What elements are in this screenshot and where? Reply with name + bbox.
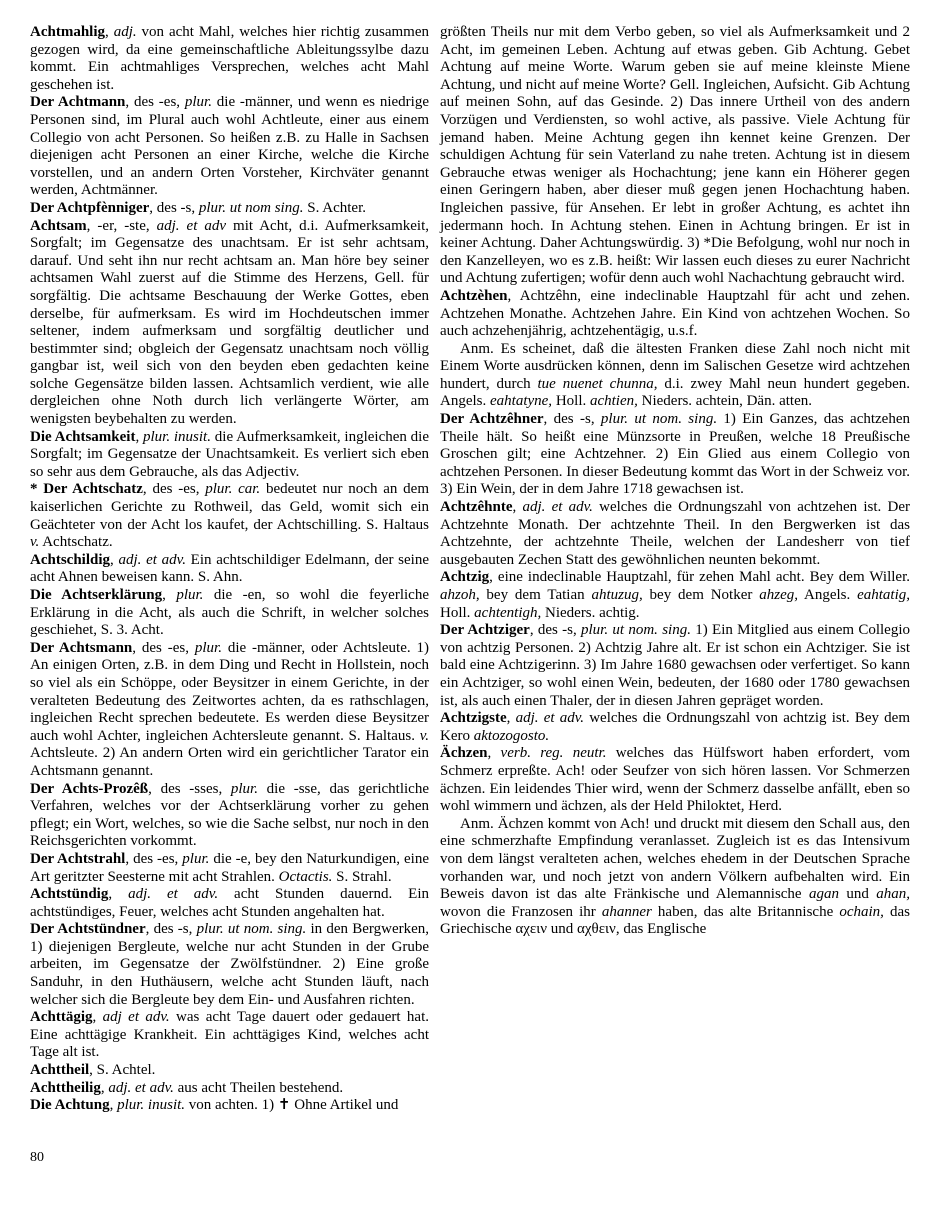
- entry-text: adj. et adv.: [128, 886, 219, 903]
- entry-text: Holl.: [552, 393, 590, 410]
- entry-achtmahlig: [30, 24, 429, 94]
- headword: Der Achtstrahl: [30, 850, 126, 867]
- headword: Der Achtstündner: [30, 921, 146, 938]
- entry-text: plur.: [230, 780, 258, 797]
- entry-text: aus acht Theilen bestehend.: [173, 1079, 344, 1096]
- entry-text: und: [838, 886, 877, 903]
- entry-text: Angels.: [797, 587, 858, 603]
- entry-text: größten Theils nur mit dem Verbo geben, so viel als Aufmerksamkeit und 2 Acht, im gemeinen Leben. Achtung auf etwas geben. Gib Achtung. Gebet Achtung auf meine Worte. Warum geben sie auf meine kleinste Miene Achtung, und nicht auf meine Worte? Gell. Ingleichen, Aufsicht. Gib Achtung auf meinen Sohn, auf das Gesinde. 2) Das innere Urtheil von des andern Vorzügen und Verdiensten, so wohl active, als passive. Viele Achtung für jemand haben. Meine Achtung gegen ihn kennet keine Grenzen. Der schuldigen Achtung für sein Vaterland zu nahe treten. Achtung ist in diesem Gebrauche etwas weniger als Hochachtung; jene kann ein Höherer gegen einen Geringern haben, aber dieser muß gegen jenen Hochachtung haben. Ingleichen passive, für Ansehen. Er lebt in großer Achtung, es achtet ihn jedermann hoch. In Achtung stehen. Einen in Achtung bringen. Er ist in keiner Achtung. Daher Achtungswürdig. 3) *Die Befolgung, wohl nur noch in den Kanzelleyen, wo es z.B. heißt: Wir lassen euch dieses zu eurer Nachricht und Achtung zufertigen; wofür denn auch wohl Nachachtung gebraucht wird.: [440, 24, 910, 287]
- entry-text: ahanner: [601, 903, 652, 920]
- entry-text: von acht Mahl, welches hier richtig zusammen gezogen wird, da eine gemeinschaftliche Ableitungssylbe dazu kommt. Ein achtmahliges Versprechen, welches acht Mahl geschehen ist.: [30, 24, 429, 93]
- entry-text: d.i. zwey Mahl neun hundert gegeben. Angels.: [440, 375, 910, 410]
- entry-achtpfenniger: [30, 200, 429, 218]
- entry-text: haben, das alte Britannische: [651, 903, 840, 920]
- headword: Achtzèhen: [440, 287, 508, 304]
- entry-text: welches die Ordnungszahl von achtzehen ist. Der Achtzehnte Monath. Der achtzehnte Theil. In den Bergwerken ist das Achtzehnte, der achtzehnte Theile, welchen der Landesherr von tief ausgebauten Zechen Statt des gewöhnlichen neunten bekommt.: [440, 499, 910, 568]
- entry-text: das Griechische αχειν und αχθειν, das Englische: [440, 903, 911, 938]
- entry-text: verb. reg. neutr.: [500, 745, 607, 762]
- entry-text: ,: [109, 1097, 118, 1114]
- entry-achtsam: [30, 218, 429, 429]
- entry-text: , des -es,: [142, 481, 206, 498]
- headword: Die Achtsamkeit: [30, 428, 136, 445]
- right-column: [440, 24, 910, 1115]
- entry-achts-prozess: [30, 781, 429, 851]
- entry-text: Achtsleute. 2) An andern Orten wird ein gerichtlicher Tarator ein Achtsmann genannt.: [30, 745, 429, 779]
- entry-text: plur. ut nom. sing.: [581, 622, 691, 639]
- entry-text: plur. ut nom sing.: [198, 199, 304, 216]
- entry-text: Octactis.: [278, 868, 333, 885]
- entry-achtzehnte: [440, 499, 910, 569]
- entry-text: ,: [506, 710, 516, 727]
- entry-achtzigste: [440, 710, 910, 745]
- entry-achtsmann: [30, 640, 429, 781]
- entry-text: v.: [419, 727, 429, 744]
- entry-text: welches das Hülfswort haben erfordert, vom Schmerz erpreßte. Ach! oder Seufzer von sich hören lassen. Vor Schmerzen ächzen. Ein leidendes Thier wird, wenn der Schmerz dasselbe anfällt, eben so wohl wimmern und ächzen, als der Held Philoktet, Herd.: [440, 745, 911, 815]
- entry-text: , des -s,: [149, 199, 199, 216]
- entry-text: agan: [808, 886, 839, 903]
- entry-text: , eine indeclinable Hauptzahl, für zehen Mahl acht. Bey dem Willer.: [489, 569, 910, 586]
- entry-text: Anm. Ächzen kommt von Ach! und druckt mit diesem den Schall aus, den eine schmerzhafte Empfindung veranlasset. Zugleich ist es das Intensivum von dem längst veralteten achen, welches ehedem in der Deutschen Sprache vorhanden war, und noch jetzt von andern Völkern aufbehalten wird. Ein Beweis davon ist das alte Fränkische und Alemannische: [440, 815, 910, 903]
- entry-achttaegig: [30, 1009, 429, 1062]
- entry-text: ,: [110, 551, 119, 568]
- entry-text: achtien,: [589, 393, 638, 410]
- entry-text: ,: [512, 499, 523, 516]
- entry-text: eahtatig,: [857, 587, 911, 603]
- headword: Der Achtsmann: [30, 639, 133, 656]
- entry-text: 1) Ein Mitglied aus einem Collegio von achtzig Personen. 2) Achtzig Jahre alt. Er ist schon ein Achtziger. Sie ist bald eine Achtzigerinn. 3) Im Jahre 1680 gewachsen oder verfertiget. So kann ein Achtziger, so wohl einen Wein, bedeuten, der 1680 oder 1780 gewachsen ist, als auch einen Thaler, der in diesen Jahren gepräget worden.: [440, 622, 910, 709]
- entry-achtserklaerung: [30, 587, 429, 640]
- entry-text: plur.: [176, 587, 204, 603]
- entry-text: , -er, -ste,: [86, 217, 157, 234]
- headword: Achtmahlig: [30, 24, 105, 40]
- entry-text: achtentigh,: [474, 604, 542, 621]
- entry-text: ,: [108, 886, 129, 903]
- entry-text: Holl.: [440, 604, 475, 621]
- entry-text: eahtatyne,: [490, 393, 553, 410]
- entry-text: die -en, so wohl die feyerliche Erklärung in die Acht, als auch die Schrift, in welcher solches geschiehet, S. 3. Acht.: [30, 587, 429, 639]
- entry-text: die -männer, oder Achtsleute. 1) An einigen Orten, z.B. in dem Ding und Recht in Hollstein, noch so viel als ein Schöppe, oder Beysitzer in einem Gerichte, in der veralteten Bedeutung des Zeitwortes achten, da es rathschlagen, ingleichen Recht sprechen bedeutete. Es werden diese Beysitzer auch wohl Achter, ingleichen Achtersleute genannt. S. Haltaus.: [30, 639, 429, 744]
- entry-text: ahzoh,: [440, 587, 480, 603]
- entry-text: ,: [100, 1079, 109, 1096]
- entry-text: die -sse, das gerichtliche Verfahren, welches vor der Achtserklärung vorher zu gehen pflegt; ein Wort, welches, so wie die Sache selbst, nur noch in den Reichsgerichten vorkommt.: [30, 780, 429, 850]
- entry-text: Ein achtschildiger Edelmann, der seine acht Ahnen beweisen kann. S. Ahn.: [30, 551, 430, 586]
- entry-text: , des -sses,: [148, 780, 231, 797]
- entry-achtstuendner: [30, 921, 429, 1009]
- entry-text: welches die Ordnungszahl von achtzig ist. Bey dem Kero: [440, 710, 910, 744]
- entry-text: ,: [105, 24, 114, 40]
- entry-text: Achtschatz.: [39, 534, 113, 551]
- entry-text: ,: [487, 745, 501, 762]
- headword: Der Achtmann: [30, 94, 126, 111]
- headword: Achtsam: [30, 217, 87, 234]
- headword: Achtschildig: [30, 551, 111, 568]
- entry-text: plur. inusit.: [117, 1097, 186, 1114]
- entry-text: bedeutet nur noch an dem kaiserlichen Gerichte zu Rothweil, das Geld, womit sich ein Geächteter von der Acht los kaufet, der Achtschilling. S. Haltaus: [30, 481, 429, 533]
- entry-text: v.: [30, 534, 40, 551]
- entry-text: Anm. Es scheinet, daß die ältesten Franken diese Zahl noch nicht mit Einem Worte ausdrücken können, denn im Salischen Gesetze wird achtzehen hundert, durch: [440, 340, 910, 392]
- entry-text: tue nuenet chunna,: [537, 375, 658, 392]
- entry-text: ahzeg,: [759, 587, 798, 603]
- entry-text: plur.: [184, 94, 212, 111]
- entry-text: die Aufmerksamkeit, ingleichen die Sorgfalt; im Gegensatze der Unachtsamkeit. Es verliert sich eben so sehr aus dem Gebrauche, als das Adjectiv.: [30, 428, 430, 480]
- entry-achtzehen: [440, 288, 910, 341]
- entry-text: ahtuzug,: [591, 587, 643, 603]
- entry-text: adj. et adv: [156, 217, 227, 234]
- entry-text: , Achtzêhn, eine indeclinable Hauptzahl für acht und zehen. Achtzehen Monathe. Achtzehen Jahre. Ein Kind von achtzehen Wochen. So auch achzehenjährig, achtzehentägig, u.s.f.: [440, 287, 910, 340]
- entry-achtschatz: [30, 481, 429, 551]
- entry-text: , des -es,: [125, 850, 183, 867]
- entry-text: plur. car.: [205, 481, 261, 498]
- entry-text: mit Acht, d.i. Aufmerksamkeit, Sorgfalt; im Gegensatze des unachtsam. Er ist sehr achtsam, darauf. Und seht ihn nur recht achtsam an. Man höre bey seiner achtsamen Wahl zuerst auf die Stimme des Herzens, Gell. für sorgfältig. Die achtsame Beschauung der Werke Gottes, eben derselbe, für aufmerksam. Es wird im Hochdeutschen immer seltener, indem aufmerksam und sorgfältig deutlicher und bestimmter sind; obgleich der Gegensatz unachtsam noch völlig gangbar ist, weil sich von den beyden eben gedachten keine solche Gegensätze bilden lassen. Achtsamlich verdient, wie alle dergleichen ohne Noth durch lich verlängerte Wörter, am wenigsten beybehalten zu werden.: [30, 217, 429, 428]
- entry-text: plur.: [194, 639, 222, 656]
- headword: Die Achtserklärung: [30, 587, 163, 603]
- headword: Achttheil: [30, 1062, 90, 1079]
- page-number: 80: [30, 1150, 44, 1165]
- headword: Achtzêhnte: [440, 499, 513, 516]
- entry-text: die -e, bey den Naturkundigen, eine Art geritzter Seesterne mit acht Strahlen.: [30, 850, 429, 885]
- entry-text: plur. inusit.: [143, 428, 211, 445]
- entry-achtsamkeit: [30, 429, 429, 482]
- entry-text: ,: [135, 428, 143, 445]
- entry-text: Nieders. achtig.: [541, 604, 640, 621]
- entry-text: , S. Achtel.: [89, 1062, 156, 1079]
- entry-text: adj. et adv.: [522, 499, 593, 516]
- continuation-achtung: [440, 24, 910, 288]
- left-column: [30, 24, 429, 1115]
- entry-text: S. Achter.: [303, 199, 366, 216]
- entry-achttheilig: [30, 1080, 429, 1098]
- entry-text: adj. et adv.: [118, 551, 186, 568]
- headword: Der Achts-Prozêß: [30, 780, 149, 797]
- entry-text: die -männer, und wenn es niedrige Personen sind, im Plural auch wohl Achtleute, einer aus einem Collegio von acht Personen. So heißen z.B. zu Halle in Sachsen diejenigen acht Personen an einer Kirche, welche die Kirche vorstellen, und an andern Orten Vorsteher, Kirchväter genannt werden, Achtmänner.: [30, 94, 429, 199]
- headword: Achtzig: [440, 569, 490, 586]
- entry-text: , des -s,: [145, 921, 197, 938]
- entry-text: aktozogosto.: [473, 727, 550, 744]
- entry-text: 1) Ein Ganzes, das achtzehen Theile hält. So heißt eine Münzsorte in Preußen, welche 18 Preußische Groschen gilt; eine Achtzehner. 2) Ein Glied aus einem Collegio von achtzehen Personen. In dieser Bedeutung kommt das Wort in der Schweiz vor. 3) Ein Wein, der in dem Jahre 1718 gewachsen ist.: [440, 411, 910, 498]
- entry-text: ,: [92, 1009, 103, 1026]
- entry-text: Nieders. achtein, Dän. atten.: [637, 393, 812, 410]
- entry-text: , des -es,: [132, 639, 195, 656]
- entry-text: S. Strahl.: [332, 868, 392, 885]
- entry-achtstuendig: [30, 886, 429, 921]
- entry-text: acht Stunden dauernd. Ein achtstündiges, Feuer, welches acht Stunden angehalten hat.: [30, 886, 430, 920]
- entry-text: ,: [162, 587, 177, 603]
- entry-text: , des -es,: [125, 94, 185, 111]
- entry-text: plur.: [182, 850, 210, 867]
- headword: Der Achtziger: [440, 622, 530, 639]
- headword: Ächzen: [440, 745, 488, 762]
- entry-achtschildig: [30, 552, 429, 587]
- headword: Achttheilig: [30, 1079, 101, 1096]
- anm-achtzehen: [440, 341, 910, 411]
- entry-text: ahan,: [876, 886, 910, 903]
- entry-achttheil: [30, 1062, 429, 1080]
- entry-text: adj. et adv.: [515, 710, 585, 727]
- entry-achtzehner: [440, 411, 910, 499]
- headword: Achttägig: [30, 1009, 93, 1026]
- entry-text: was acht Tage dauert oder gedauert hat. Eine achttägige Krankheit. Ein achttägiges Kind, welches acht Tage alt ist.: [30, 1009, 430, 1061]
- entry-text: , des -s,: [543, 411, 601, 428]
- entry-achtziger: [440, 622, 910, 710]
- headword: Die Achtung: [30, 1097, 110, 1114]
- headword: Der Achtpfènniger: [30, 199, 150, 216]
- entry-aechzen: [440, 745, 910, 815]
- entry-text: von achten. 1) ✝ Ohne Artikel und: [185, 1097, 399, 1114]
- entry-text: plur. ut nom. sing.: [196, 921, 307, 938]
- entry-text: bey dem Tatian: [479, 587, 592, 603]
- anm-aechzen: [440, 816, 910, 939]
- headword: Achtzigste: [440, 710, 507, 727]
- entry-text: in den Bergwerken, 1) diejenigen Bergleute, welche nur acht Stunden in der Grube arbeiten, im Gegensatze der Zwölfstündner. 2) Eine große Sanduhr, in den Huthäusern, welche acht Stunden läuft, nach welcher sich die Bergleute bey dem Ein- und Ausfahren richten.: [30, 921, 430, 1008]
- headword: * Der Achtschatz: [30, 481, 143, 498]
- entry-text: ochain,: [839, 903, 884, 920]
- entry-achtzig: [440, 569, 910, 622]
- entry-text: adj. et adv.: [108, 1079, 174, 1096]
- entry-text: , des -s,: [529, 622, 581, 639]
- entry-text: adj et adv.: [102, 1009, 170, 1026]
- entry-achtmann: [30, 94, 429, 200]
- entry-text: bey dem Notker: [642, 587, 760, 603]
- entry-achtstrahl: [30, 851, 429, 886]
- entry-text: plur. ut nom. sing.: [600, 411, 718, 428]
- entry-achtung: [30, 1097, 429, 1115]
- entry-text: wovon die Franzosen ihr: [440, 903, 602, 920]
- entry-text: adj.: [113, 24, 137, 40]
- headword: Der Achtzêhner: [440, 411, 544, 428]
- headword: Achtstündig: [30, 886, 109, 903]
